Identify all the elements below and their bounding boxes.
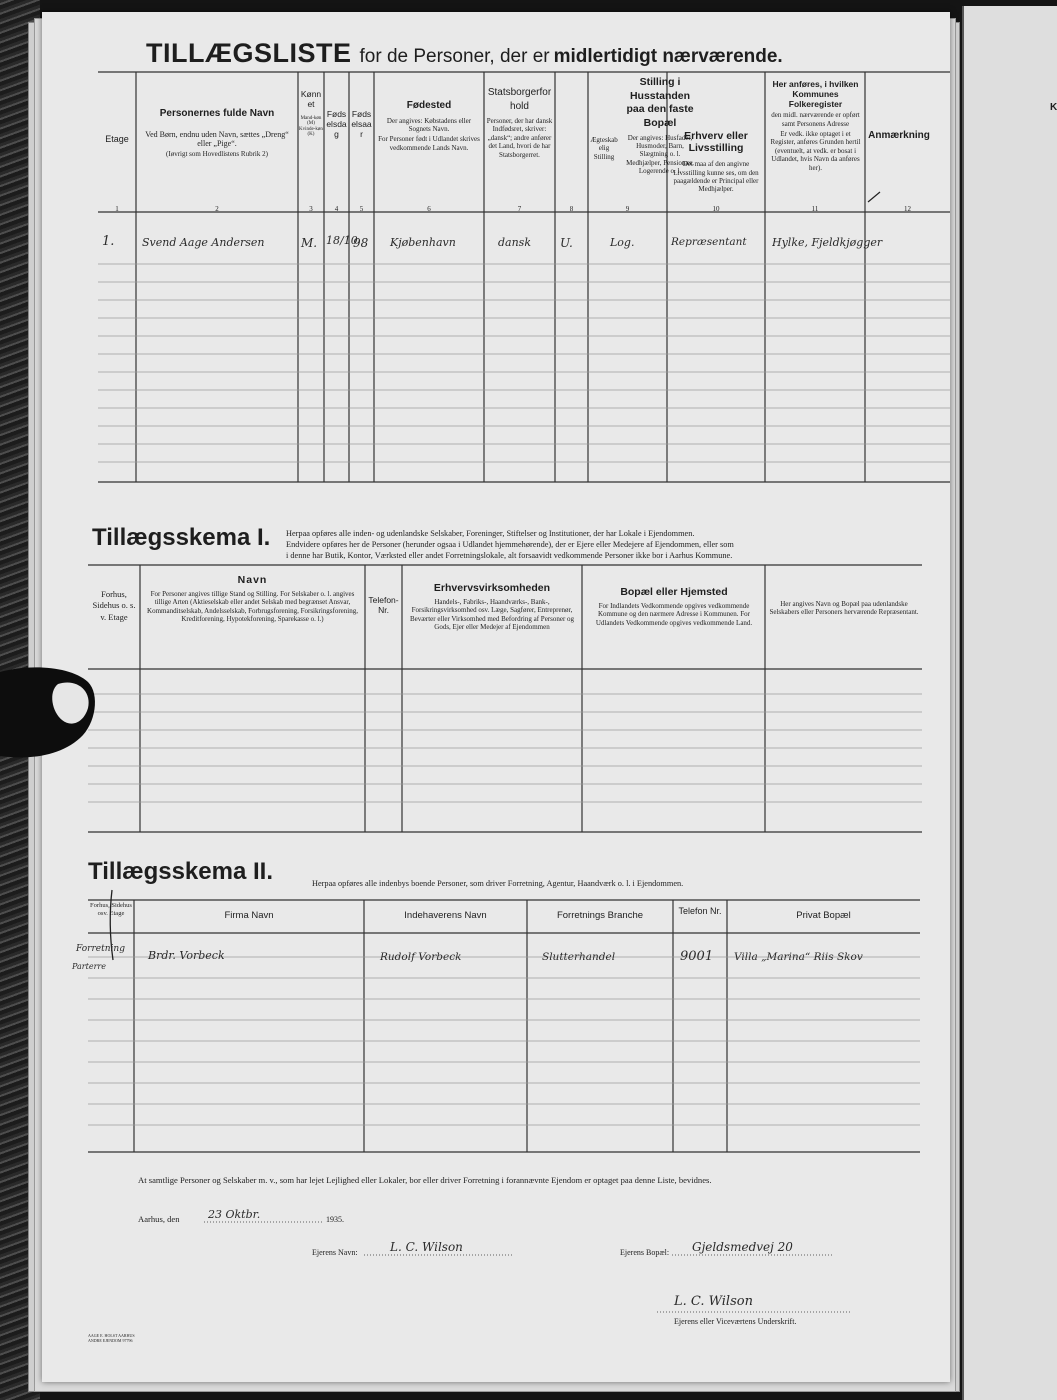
owner-address-label: Ejerens Bopæl: <box>620 1248 670 1257</box>
glove-finger <box>0 664 100 764</box>
skema2-entry-indehaver: Rudolf Vorbeck <box>380 951 462 963</box>
facing-page: K <box>962 6 1057 1400</box>
signature: L. C. Wilson <box>674 1294 753 1309</box>
skema1-col-etage: Forhus, Sidehus o. s. v. Etage <box>92 589 136 622</box>
entry-erhverv: Repræsentant <box>671 236 747 248</box>
date-handwritten: 23 Oktbr. <box>208 1208 261 1221</box>
entry-stats: dansk <box>498 236 531 249</box>
col-dag-header: Fødselsdag <box>326 109 347 139</box>
skema2-entry-etage2: Parterre <box>72 962 106 971</box>
skema1-col-repraesentant: Her angives Navn og Bopæl paa udenlandske Selskabers eller Personers herværende Repræsentant. <box>769 600 919 617</box>
col-num: 6 <box>427 205 431 213</box>
skema2-entry-branche: Slutterhandel <box>542 951 616 963</box>
skema2-title: Tillægsskema II. <box>88 858 273 885</box>
owner-name-handwritten: L. C. Wilson <box>390 1240 463 1254</box>
col-num: 10 <box>712 205 720 213</box>
skema1-col-erhverv: Erhvervsvirksomheden Handels-, Fabriks-, Haandværks-, Bank-, Forsikringsvirksomhed osv. Læge, Sagfører, Entreprenør, Beværter eller Virksomhed med Befordring af Personer og Gods, Ejer eller Medejer af Ejendommen <box>409 582 575 632</box>
place-label: Aarhus, den <box>138 1214 180 1224</box>
col-num: 4 <box>334 205 339 213</box>
printer-imprint: AAGE E. HOLST AARHUS ANDRE EJENDOM 97796 <box>88 1333 135 1343</box>
col-num: 9 <box>625 205 630 213</box>
col-anmaerkning-header: Anmærkning <box>868 130 930 141</box>
entry-kon: M. <box>301 236 318 250</box>
col-husstand-header: Stilling i Husstanden paa den faste Bopæl Der angives: Husfader, Husmoder, Barn, Slægtning o. l. Medhjælper, Pensionær, Logerende o. l. <box>626 76 694 176</box>
skema2-col-indehaver: Indehaverens Navn <box>404 910 487 921</box>
col-fodested-header: Fødested Der angives: Købstadens eller Sognets Navn. For Personer født i Udlandet skrives vedkommende Lands Navn. <box>378 100 480 152</box>
skema2-col-firma: Firma Navn <box>224 910 274 921</box>
skema1-description: Herpaa opføres alle inden- og udenlandske Selskaber, Foreninger, Stiftelser og Institutioner, der har Lokale i Ejendommen. Endvidere opføres her de Personer (herunder ogsaa i Udlandet hjemmehørende), der er Ejere eller Medejere af Ejendommen, eller som i denne har Butik, Kontor, Værksted eller andet Forretningslokale, alt forsaavidt vedkommende Personer ikke bor i Aarhus Kommune. <box>286 529 734 561</box>
entry-husstand: Log. <box>610 236 635 249</box>
col-num: 11 <box>811 205 819 213</box>
col-num: 12 <box>904 205 911 213</box>
skema2-entry-firma: Brdr. Vorbeck <box>148 949 225 962</box>
title-end: midlertidigt nærværende. <box>553 46 783 67</box>
skema1-col-bopael: Bopæl eller Hjemsted For Indlandets Vedkommende opgives vedkommende Kommune og den nærmere Adresse i Kommunen. For Udlandets Vedkommende opgives vedkommende Land. <box>595 586 753 627</box>
skema1-title: Tillægsskema I. <box>92 524 271 551</box>
skema2-col-telefon: Telefon Nr. <box>678 906 722 916</box>
skema2-entry-etage1: Forretning <box>76 944 125 954</box>
col-num: 1 <box>115 205 119 213</box>
col-num: 5 <box>359 205 364 213</box>
skema1-col-telefon: Telefon-Nr. <box>368 595 399 615</box>
skema2-entry-bopael: Villa „Marina“ Riis Skov <box>734 951 863 963</box>
col-erhverv-header: Erhverv eller Livsstilling Det maa af den angivne Livsstilling kunne ses, om den paagældende er Principal eller Medhjælper. <box>673 130 759 194</box>
skema2-entry-telefon: 9001 <box>680 949 714 964</box>
entry-name: Svend Aage Andersen <box>142 236 265 249</box>
skema2-col-branche: Forretnings Branche <box>556 910 644 921</box>
entry-fodested: Kjøbenhavn <box>390 236 456 249</box>
col-register-header: Her anføres, i hvilken Kommunes Folkeregister den midl. nærværende er opført samt Personens Adresse Er vedk. ikke optaget i et Register, anføres Grunden hertil (eventuelt, at vedk. er bosat i Udlandet, hvis Navn da anføres her). <box>770 79 861 172</box>
entry-aar: 98 <box>353 236 369 250</box>
document-page <box>42 12 950 1382</box>
col-aar-header: Fødselsaar <box>351 109 372 139</box>
col-stats-header: Statsborgerforhold Personer, der har dansk Indfødsret, skriver: „dansk“; andre anfører det Land, hvori de har Statsborgerret. <box>486 87 553 159</box>
signature-label: Ejerens eller Viceværtens Underskrift. <box>674 1317 797 1326</box>
entry-stilling: U. <box>560 236 573 250</box>
entry-dag: 18/10 <box>326 234 358 247</box>
col-num: 3 <box>309 205 313 213</box>
skema2-col-bopael: Privat Bopæl <box>796 910 851 921</box>
skema2-col-etage: Forhus, Sidehus osv. Etage <box>90 902 132 918</box>
owner-address-handwritten: Gjeldsmedvej 20 <box>692 1240 793 1254</box>
col-etage-header: Etage <box>105 134 129 144</box>
skema2-description: Herpaa opføres alle indenbys boende Personer, som driver Forretning, Agentur, Haandværk o. l. i Ejendommen. <box>312 879 684 888</box>
entry-etage: 1. <box>102 234 115 249</box>
col-num: 2 <box>215 205 219 213</box>
skema1-col-navn: Navn For Personer angives tillige Stand og Stilling. For Selskaber o. l. angives tillige Arten (Aktieselskab eller andet Selskab med begrænset Ansvar, Kommanditselskab, Andelsselskab, Forbrugsforening, Forsikringsforening, Kreditforening, Hypotekforening, Sparekasse o. l.) <box>147 574 358 624</box>
col-aegteskab-header: Ægteskabelig Stilling <box>590 136 618 161</box>
title-main: TILLÆGSLISTE <box>146 38 352 68</box>
year-label: 1935. <box>326 1215 344 1224</box>
owner-name-label: Ejerens Navn: <box>312 1248 358 1257</box>
col-name-header: Personernes fulde Navn Ved Børn, endnu uden Navn, sættes „Dreng“ eller „Pige“. (Iøvrigt som Hovedlistens Rubrik 2) <box>145 108 289 158</box>
attestation-text: At samtlige Personer og Selskaber m. v., som har lejet Lejlighed eller Lokaler, bor eller driver Forretning i forannævnte Ejendom er optaget paa denne Liste, bevidnes. <box>138 1175 712 1185</box>
col-num: 8 <box>569 205 574 213</box>
title-middle: for de Personer, der er <box>359 46 550 67</box>
col-kon-header: Kønnet Mand-køn (M) Kvinde-køn (K) <box>299 89 323 138</box>
col-num: 7 <box>517 205 522 213</box>
entry-register: Hylke, Fjeldkjøgger <box>772 236 883 249</box>
